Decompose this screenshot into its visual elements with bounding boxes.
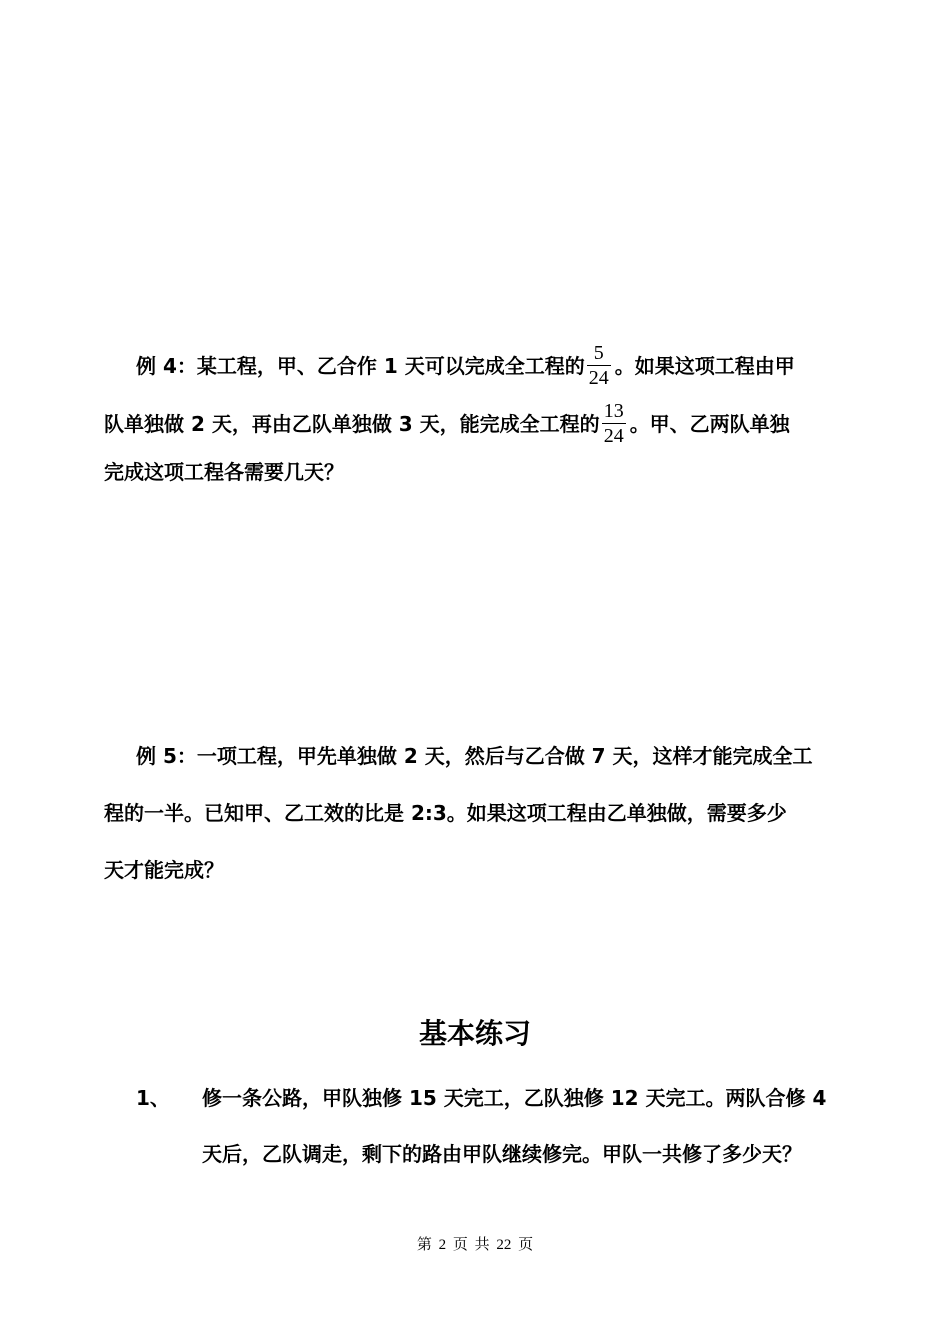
example4-line-1-text-a: 例 4：某工程，甲、乙合作 1 天可以完成全工程的: [136, 354, 585, 378]
example4-line-2-text-a: 队单独做 2 天，再由乙队单独做 3 天，能完成全工程的: [104, 412, 600, 436]
fraction-denominator: 24: [588, 367, 609, 389]
example4-line-3: [104, 460, 344, 484]
example5-line-3: [104, 858, 224, 882]
exercise1-line-2-text: 天后，乙队调走，剩下的路由甲队继续修完。甲队一共修了多少天？: [202, 1142, 802, 1166]
section-title: 基本练习: [418, 1017, 531, 1050]
example4-line-3-text: 完成这项工程各需要几天？: [104, 460, 344, 484]
fraction-13-24: [602, 400, 626, 447]
example5-line-1-text: 例 5：一项工程，甲先单独做 2 天，然后与乙合做 7 天，这样才能完成全工: [136, 744, 813, 768]
example4-line-1-text-b: 。如果这项工程由甲: [614, 354, 795, 378]
example5-line-3-text: 天才能完成？: [104, 858, 224, 882]
exercise1-number: 1、: [136, 1086, 170, 1110]
fraction-numerator: 13: [603, 400, 624, 422]
page-footer: 第 2 页 共 22 页: [416, 1237, 534, 1253]
exercise1-line-1: [202, 1086, 826, 1110]
exercise1-line-1-text: 修一条公路，甲队独修 15 天完工，乙队独修 12 天完工。两队合修 4: [202, 1086, 827, 1110]
example5-line-2-text: 程的一半。已知甲、乙工效的比是 2:3。如果这项工程由乙单独做，需要多少: [104, 801, 787, 825]
example4-line-2: [104, 402, 790, 449]
example4-line-2-text-b: 。甲、乙两队单独: [629, 412, 790, 436]
fraction-denominator: 24: [603, 425, 624, 447]
example5-line-2: [104, 801, 787, 825]
example4-line-1: [136, 344, 795, 391]
example5-line-1: [136, 744, 813, 768]
fraction-5-24: [587, 342, 611, 389]
fraction-numerator: 5: [587, 342, 611, 366]
exercise1-line-2: [202, 1142, 802, 1166]
